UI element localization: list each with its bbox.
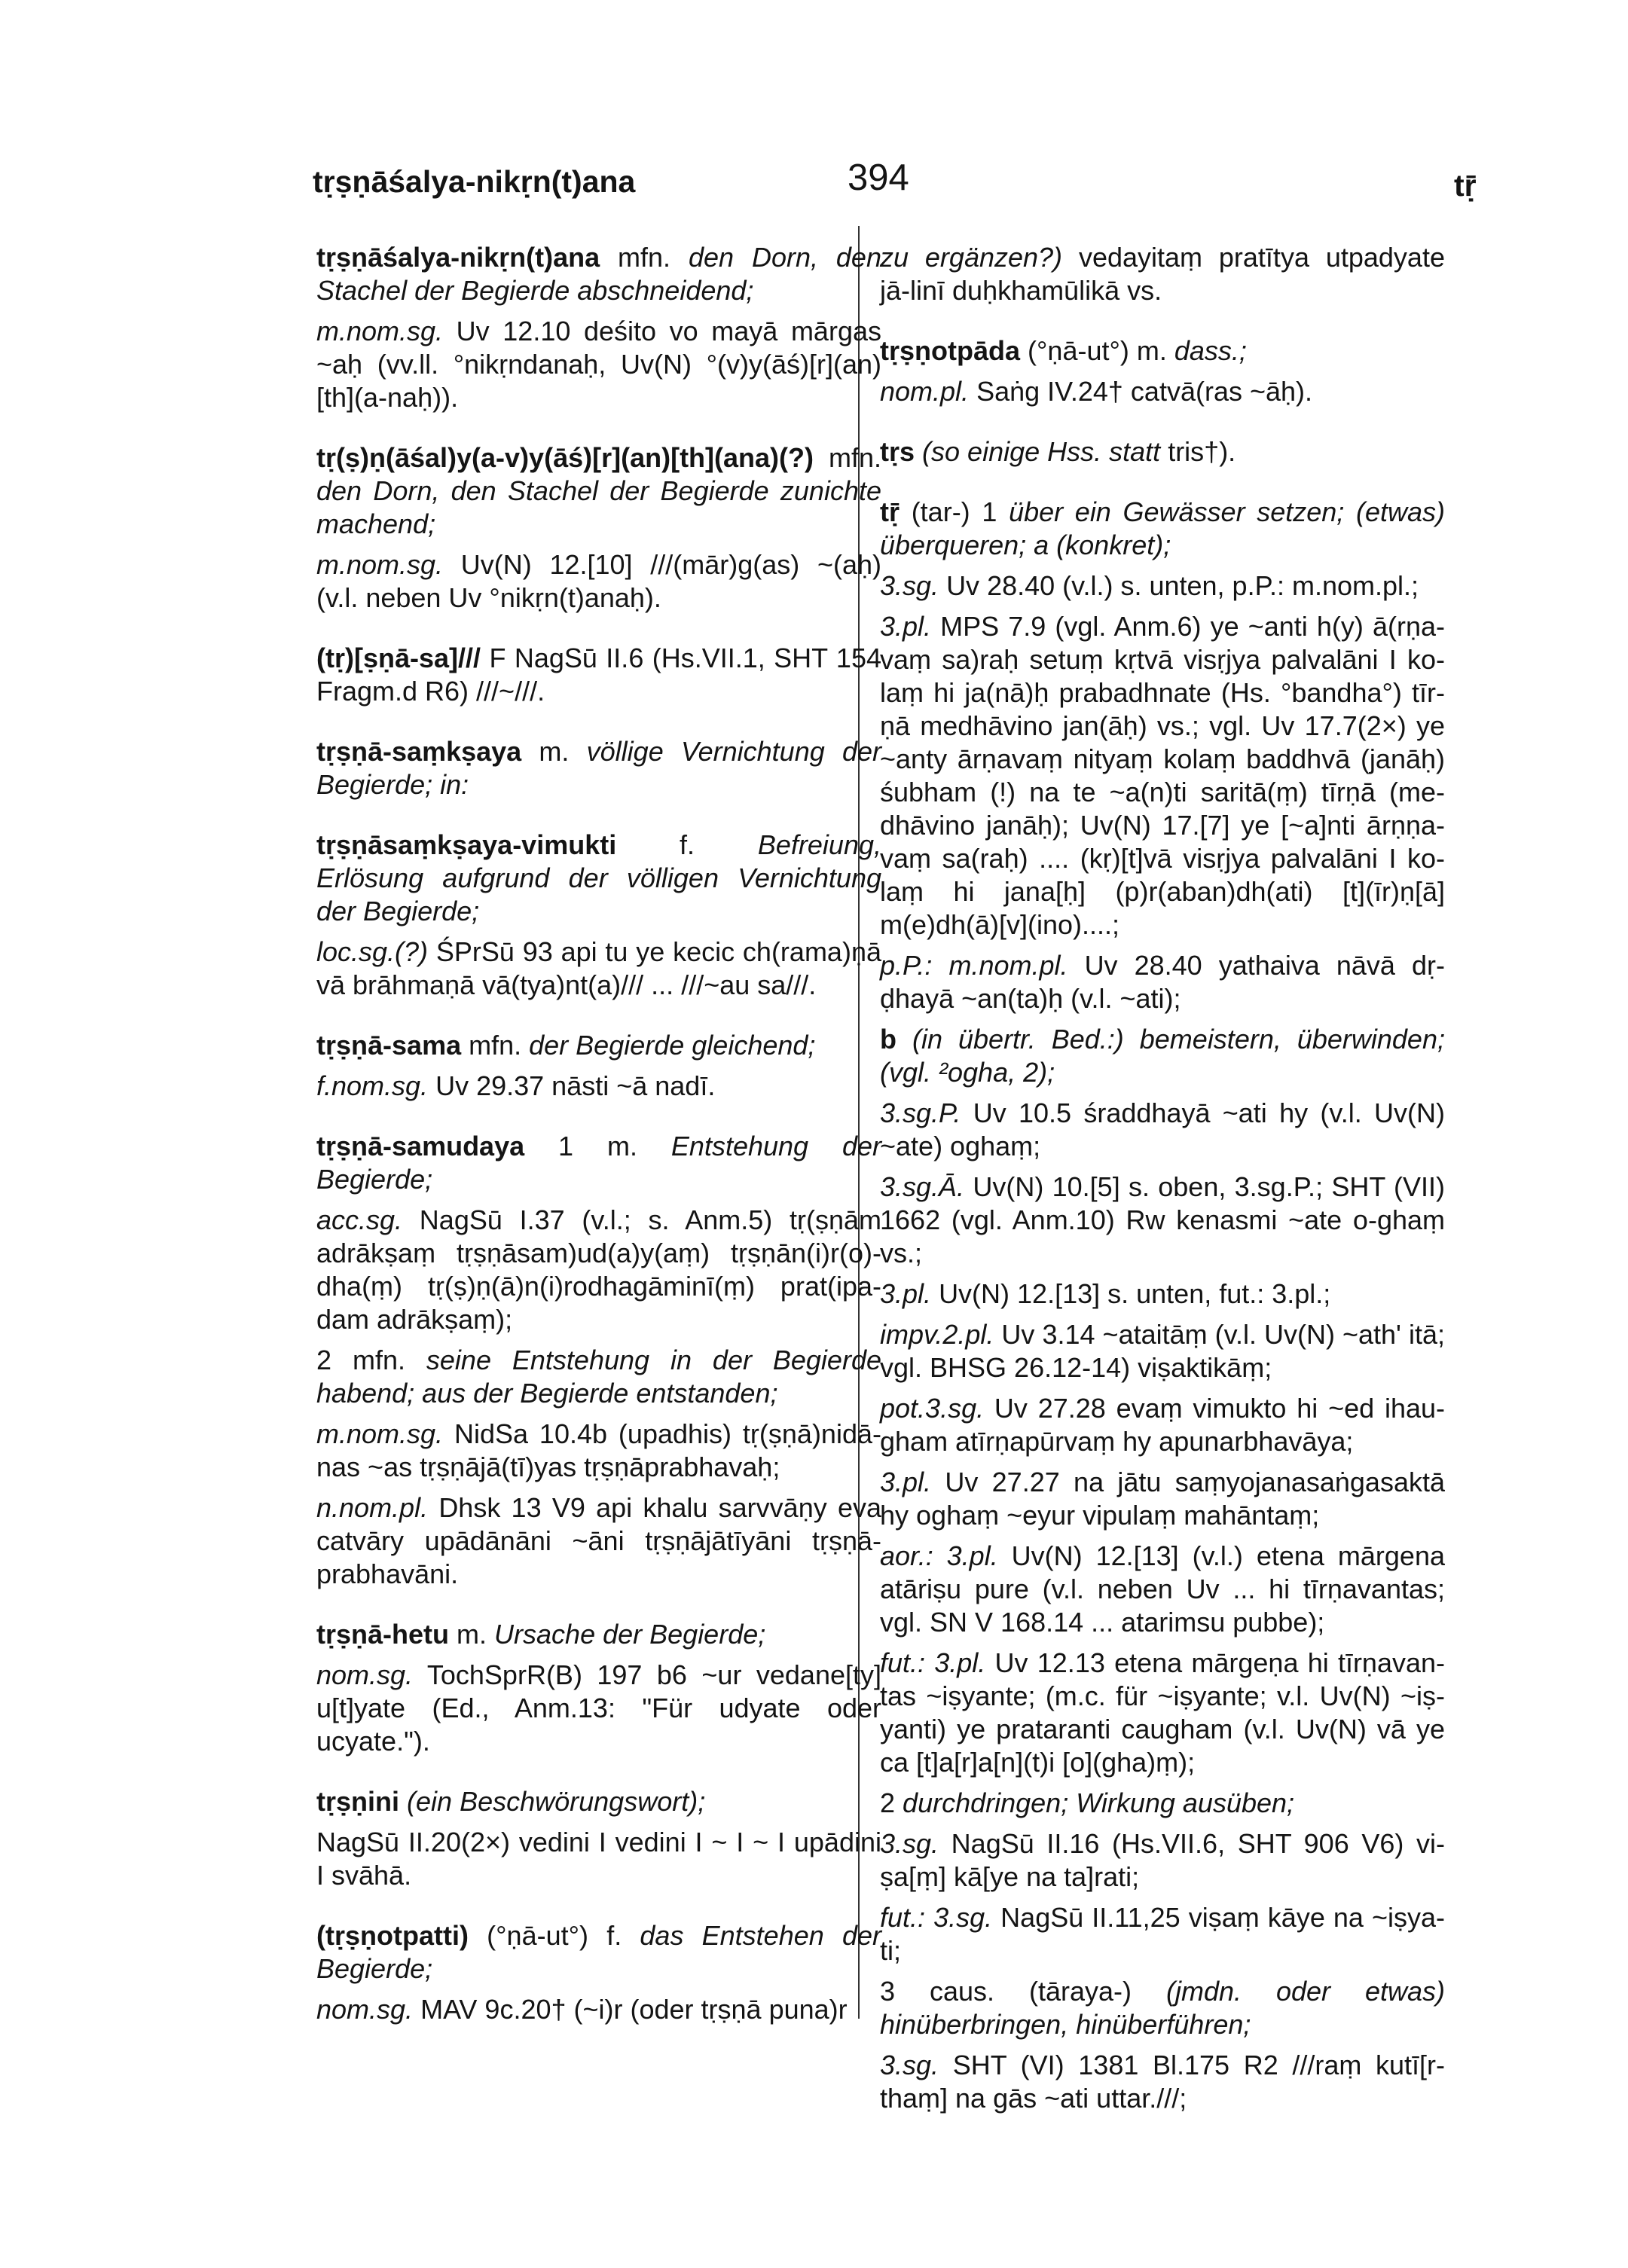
citation-form: aor.: 3.pl. [880, 1540, 998, 1571]
citation-form: loc.sg.(?) [316, 936, 429, 967]
citation-form: 3.sg. [880, 2050, 939, 2080]
dictionary-entry [880, 334, 1445, 408]
citation-text: Saṅg IV.24† catvā(ras ~āḥ). [976, 376, 1313, 407]
citation-text: Dhsk 13 V9 api khalu sarvvāṇy eva catvāry upādānāni ~āni tṛṣṇājātīyāni tṛṣṇā-prabhavāni. [316, 1492, 881, 1589]
dictionary-entry [316, 1130, 881, 1591]
citation-form: nom.sg. [316, 1994, 414, 2025]
definition: den Dorn, den Stachel der Begierde abschneidend; [316, 242, 881, 306]
definition: durchdringen; Wirkung ausüben; [903, 1787, 1295, 1818]
definition: (in übertr. Bed.:) bemeistern, überwinden; (vgl. ²ogha, 2); [880, 1024, 1445, 1088]
citation-text: MPS 7.9 (vgl. Anm.6) ye ~anti h(y) ā(rṇa-vaṃ sa)raḥ setuṃ kṛtvā visṛjya palvalāni I ko-laṃ hi ja(nā)ḥ prabadhnate (Hs. °bandha°) tīr-ṇā medhāvino jan(āḥ) vs.; vgl. Uv 17.7(2×) ye ~anty ārṇavaṃ nityaṃ kolaṃ baddhvā (janāḥ) śubham (!) na te ~a(n)ti saritā(ṃ) tīrṇā (me-dhāvino janāḥ); Uv(N) 17.[7] ye [~a]nti ārṇṇa-vaṃ sa(raḥ) .... (kṛ)[t]vā visṛjya palvalāni I ko-laṃ hi jana[ḥ] (p)r(aban)dh(ati) [t](īr)ṇ[ā] m(e)dh(ā)[v](ino)....; [880, 611, 1445, 940]
headword: tṛṣṇā-sama [316, 1030, 462, 1061]
definition: zu ergänzen?) [880, 242, 1063, 273]
citation-form: fut.: 3.sg. [880, 1902, 993, 1933]
citation-text: Uv(N) 12.[13] (v.l.) etena mārgena atāriṣu pure (v.l. neben Uv ... hi tīrṇavantas; vgl. SN V 168.14 ... atarimsu pubbe); [880, 1540, 1445, 1638]
citation-text: Uv 28.40 (v.l.) s. unten, p.P.: m.nom.pl.; [946, 570, 1419, 601]
headword: tṛṣṇā-samudaya [316, 1131, 525, 1161]
sense-number: 2 [880, 1787, 896, 1818]
definition: seine Entstehung in der Begierde habend; aus der Begierde entstanden; [316, 1345, 881, 1409]
grammar: (tar-) 1 [911, 496, 997, 527]
citation-form: m.nom.sg. [316, 1418, 444, 1449]
citation-form: 3.sg. [880, 570, 939, 601]
citation-text: TochSprR(B) 197 b6 ~ur vedane[ty] u[t]yate (Ed., Anm.13: "Für udyate oder ucyate."). [316, 1659, 881, 1757]
headword: tṛṣṇotpāda [880, 335, 1021, 366]
definition: den Dorn, den Stachel der Begierde zunichte machend; [316, 475, 881, 539]
grammar: mfn. [618, 242, 671, 273]
sense-number: 3 caus. (tāraya-) [880, 1976, 1132, 2007]
citation-form: nom.pl. [880, 376, 970, 407]
citation-form: 3.pl. [880, 611, 932, 642]
left-column [316, 241, 881, 2053]
dictionary-entry [316, 829, 881, 1002]
definition: (jmdn. oder etwas) hinüberbringen, hinüberführen; [880, 1976, 1446, 2040]
citation-text: F NagSū II.6 (Hs.VII.1, SHT 154 Fragm.d R6) ///~///. [316, 643, 881, 707]
dictionary-entry [316, 1785, 881, 1892]
page-header [0, 157, 1628, 209]
citation-form: n.nom.pl. [316, 1492, 429, 1523]
grammar: 1 m. [558, 1131, 637, 1161]
grammar: m. [457, 1619, 487, 1650]
headword: tṛṣṇini [316, 1786, 400, 1817]
definition: Befreiung, Erlösung aufgrund der völligen Vernichtung der Begierde; [316, 829, 881, 926]
citation-text: Uv 27.27 na jātu saṃyojanasaṅgasaktā hy oghaṃ ~eyur vipulaṃ mahāntaṃ; [880, 1467, 1445, 1531]
dictionary-entry-continued [880, 241, 1445, 307]
citation-text: MAV 9c.20† (~i)r (oder tṛṣṇā puna)r [420, 1994, 848, 2025]
grammar: mfn. [828, 442, 881, 473]
dictionary-entry [316, 735, 881, 801]
citation-text: NagSū II.16 (Hs.VII.6, SHT 906 V6) vi-ṣa[ṃ] kā[ye na ta]rati; [880, 1828, 1445, 1892]
citation-text: Uv 27.28 evaṃ vimukto hi ~ed ihau-gham atīrṇapūrvaṃ hy apunarbhavāya; [880, 1393, 1445, 1457]
citation-form: 3.pl. [880, 1467, 932, 1497]
citation-text: SHT (VI) 1381 Bl.175 R2 ///raṃ kutī[r-thaṃ] na gās ~ati uttar.///; [880, 2050, 1445, 2114]
citation-text: vedayitaṃ pratītya utpadyate jā-linī duḥkhamūlikā vs. [880, 242, 1445, 306]
citation-form: m.nom.sg. [316, 316, 444, 346]
headword: tṛs [880, 436, 915, 467]
definition: völlige Vernichtung der Begierde; in: [316, 736, 881, 800]
citation-text: Uv(N) 10.[5] s. oben, 3.sg.P.; SHT (VII) 1662 (vgl. Anm.10) Rw kenasmi ~ate o-ghaṃ vs.; [880, 1171, 1445, 1268]
headword: tṝ [880, 496, 900, 527]
headword: tṛṣṇāsaṃkṣaya-vimukti [316, 829, 617, 860]
citation-form: acc.sg. [316, 1204, 403, 1235]
dictionary-entry [316, 441, 881, 615]
citation-text: Uv 12.10 deśito vo mayā mārgas ~aḥ (vv.ll. °nikṛndanaḥ, Uv(N) °(v)y(āś)[r](an)[th](a-naḥ)). [316, 316, 881, 413]
citation-text: ŚPrSū 93 api tu ye kecic ch(rama)ṇā vā brāhmaṇā vā(tya)nt(a)/// ... ///~au sa///. [316, 936, 881, 1000]
definition: über ein Gewässer setzen; (etwas) überqueren; a (konkret); [880, 496, 1446, 560]
citation-text: Uv 12.13 etena mārgeṇa hi tīrṇavan-tas ~iṣyante; (m.c. für ~iṣyante; v.l. Uv(N) ~iṣ-yanti) ye prataranti caugham (v.l. Uv(N) vā ye ca [t]a[r]a[n](t)i [o](gha)ṃ); [880, 1647, 1446, 1778]
headword: (tṛ)[ṣṇā-sa]/// [316, 643, 481, 673]
sense-number: b [880, 1024, 896, 1055]
definition: Ursache der Begierde; [494, 1619, 766, 1650]
right-column [880, 241, 1445, 2142]
citation-form: 3.sg.Ā. [880, 1171, 965, 1202]
citation-text: Uv 28.40 yathaiva nāvā dṛ-ḍhayā ~an(ta)ḥ (v.l. ~ati); [880, 950, 1445, 1014]
grammar: f. [680, 829, 695, 860]
citation-form: m.nom.sg. [316, 549, 444, 580]
citation-form: impv.2.pl. [880, 1319, 994, 1350]
dictionary-entry [880, 435, 1445, 469]
page-number: 394 [848, 157, 909, 198]
definition: (ein Beschwörungswort); [407, 1786, 706, 1817]
grammar: (°ṇā-ut°) m. [1028, 335, 1167, 366]
running-head-left: tṛṣṇāśalya-nikṛn(t)ana [313, 164, 636, 199]
citation-text: Uv(N) 12.[13] s. unten, fut.: 3.pl.; [939, 1278, 1331, 1309]
definition: Entstehung der Begierde; [316, 1131, 881, 1195]
dictionary-entry [316, 1029, 881, 1103]
citation-text: tris†). [1168, 436, 1236, 467]
grammar: m. [539, 736, 570, 767]
headword: tṛṣṇāśalya-nikṛn(t)ana [316, 242, 600, 273]
citation-text: NagSū II.20(2×) vedini I vedini I ~ I ~ I upādini I svāhā. [316, 1827, 881, 1891]
running-head-right: tṝ [1454, 168, 1477, 203]
headword: (tṛṣṇotpatti) [316, 1920, 469, 1951]
citation-form: nom.sg. [316, 1659, 414, 1690]
dictionary-entry [316, 1618, 881, 1758]
headword: tṛṣṇā-hetu [316, 1619, 450, 1650]
citation-form: 3.sg. [880, 1828, 939, 1859]
grammar: mfn. [469, 1030, 522, 1061]
citation-form: 3.sg.P. [880, 1097, 961, 1128]
definition: der Begierde gleichend; [529, 1030, 816, 1061]
citation-form: pot.3.sg. [880, 1393, 985, 1424]
citation-form: 3.pl. [880, 1278, 932, 1309]
citation-text: Uv(N) 12.[10] ///(mār)g(as) ~(aḥ) (v.l. neben Uv °nikṛn(t)anaḥ). [316, 549, 881, 613]
definition: dass.; [1174, 335, 1247, 366]
citation-text: NagSū I.37 (v.l.; s. Anm.5) tṛ(ṣṇām adrākṣaṃ tṛṣṇāsam)ud(a)y(aṃ) tṛṣṇān(i)r(o)-dha(ṃ) tṛ(ṣ)ṇ(ā)n(i)rodhagāminī(ṃ) prat(ipa-dam adrākṣaṃ); [316, 1204, 881, 1335]
citation-form: fut.: 3.pl. [880, 1647, 986, 1678]
citation-text: Uv 10.5 śraddhayā ~ati hy (v.l. Uv(N) ~ate) oghaṃ; [880, 1097, 1445, 1161]
sense-number: 2 mfn. [316, 1345, 405, 1375]
dictionary-entry [316, 1919, 881, 2026]
citation-text: NagSū II.11,25 viṣaṃ kāye na ~iṣya-ti; [880, 1902, 1445, 1966]
citation-text: Uv 29.37 nāsti ~ā nadī. [435, 1070, 716, 1101]
definition: das Entstehen der Begierde; [316, 1920, 881, 1984]
citation-text: NidSa 10.4b (upadhis) tṛ(ṣṇā)nidā-nas ~as tṛṣṇājā(tī)yas tṛṣṇāprabhavaḥ; [316, 1418, 881, 1482]
headword: tṛ(ṣ)ṇ(āśal)y(a-v)y(āś)[r](an)[th](ana)(?) [316, 442, 814, 473]
dictionary-entry [316, 642, 881, 708]
definition: (so einige Hss. statt [922, 436, 1161, 467]
dictionary-entry [880, 496, 1445, 2115]
headword: tṛṣṇā-saṃkṣaya [316, 736, 522, 767]
dictionary-entry [316, 241, 881, 414]
citation-form: p.P.: m.nom.pl. [880, 950, 1068, 981]
citation-form: f.nom.sg. [316, 1070, 429, 1101]
citation-text: Uv 3.14 ~ataitāṃ (v.l. Uv(N) ~ath' itā; vgl. BHSG 26.12-14) viṣaktikāṃ; [880, 1319, 1445, 1383]
grammar: (°ṇā-ut°) f. [487, 1920, 622, 1951]
